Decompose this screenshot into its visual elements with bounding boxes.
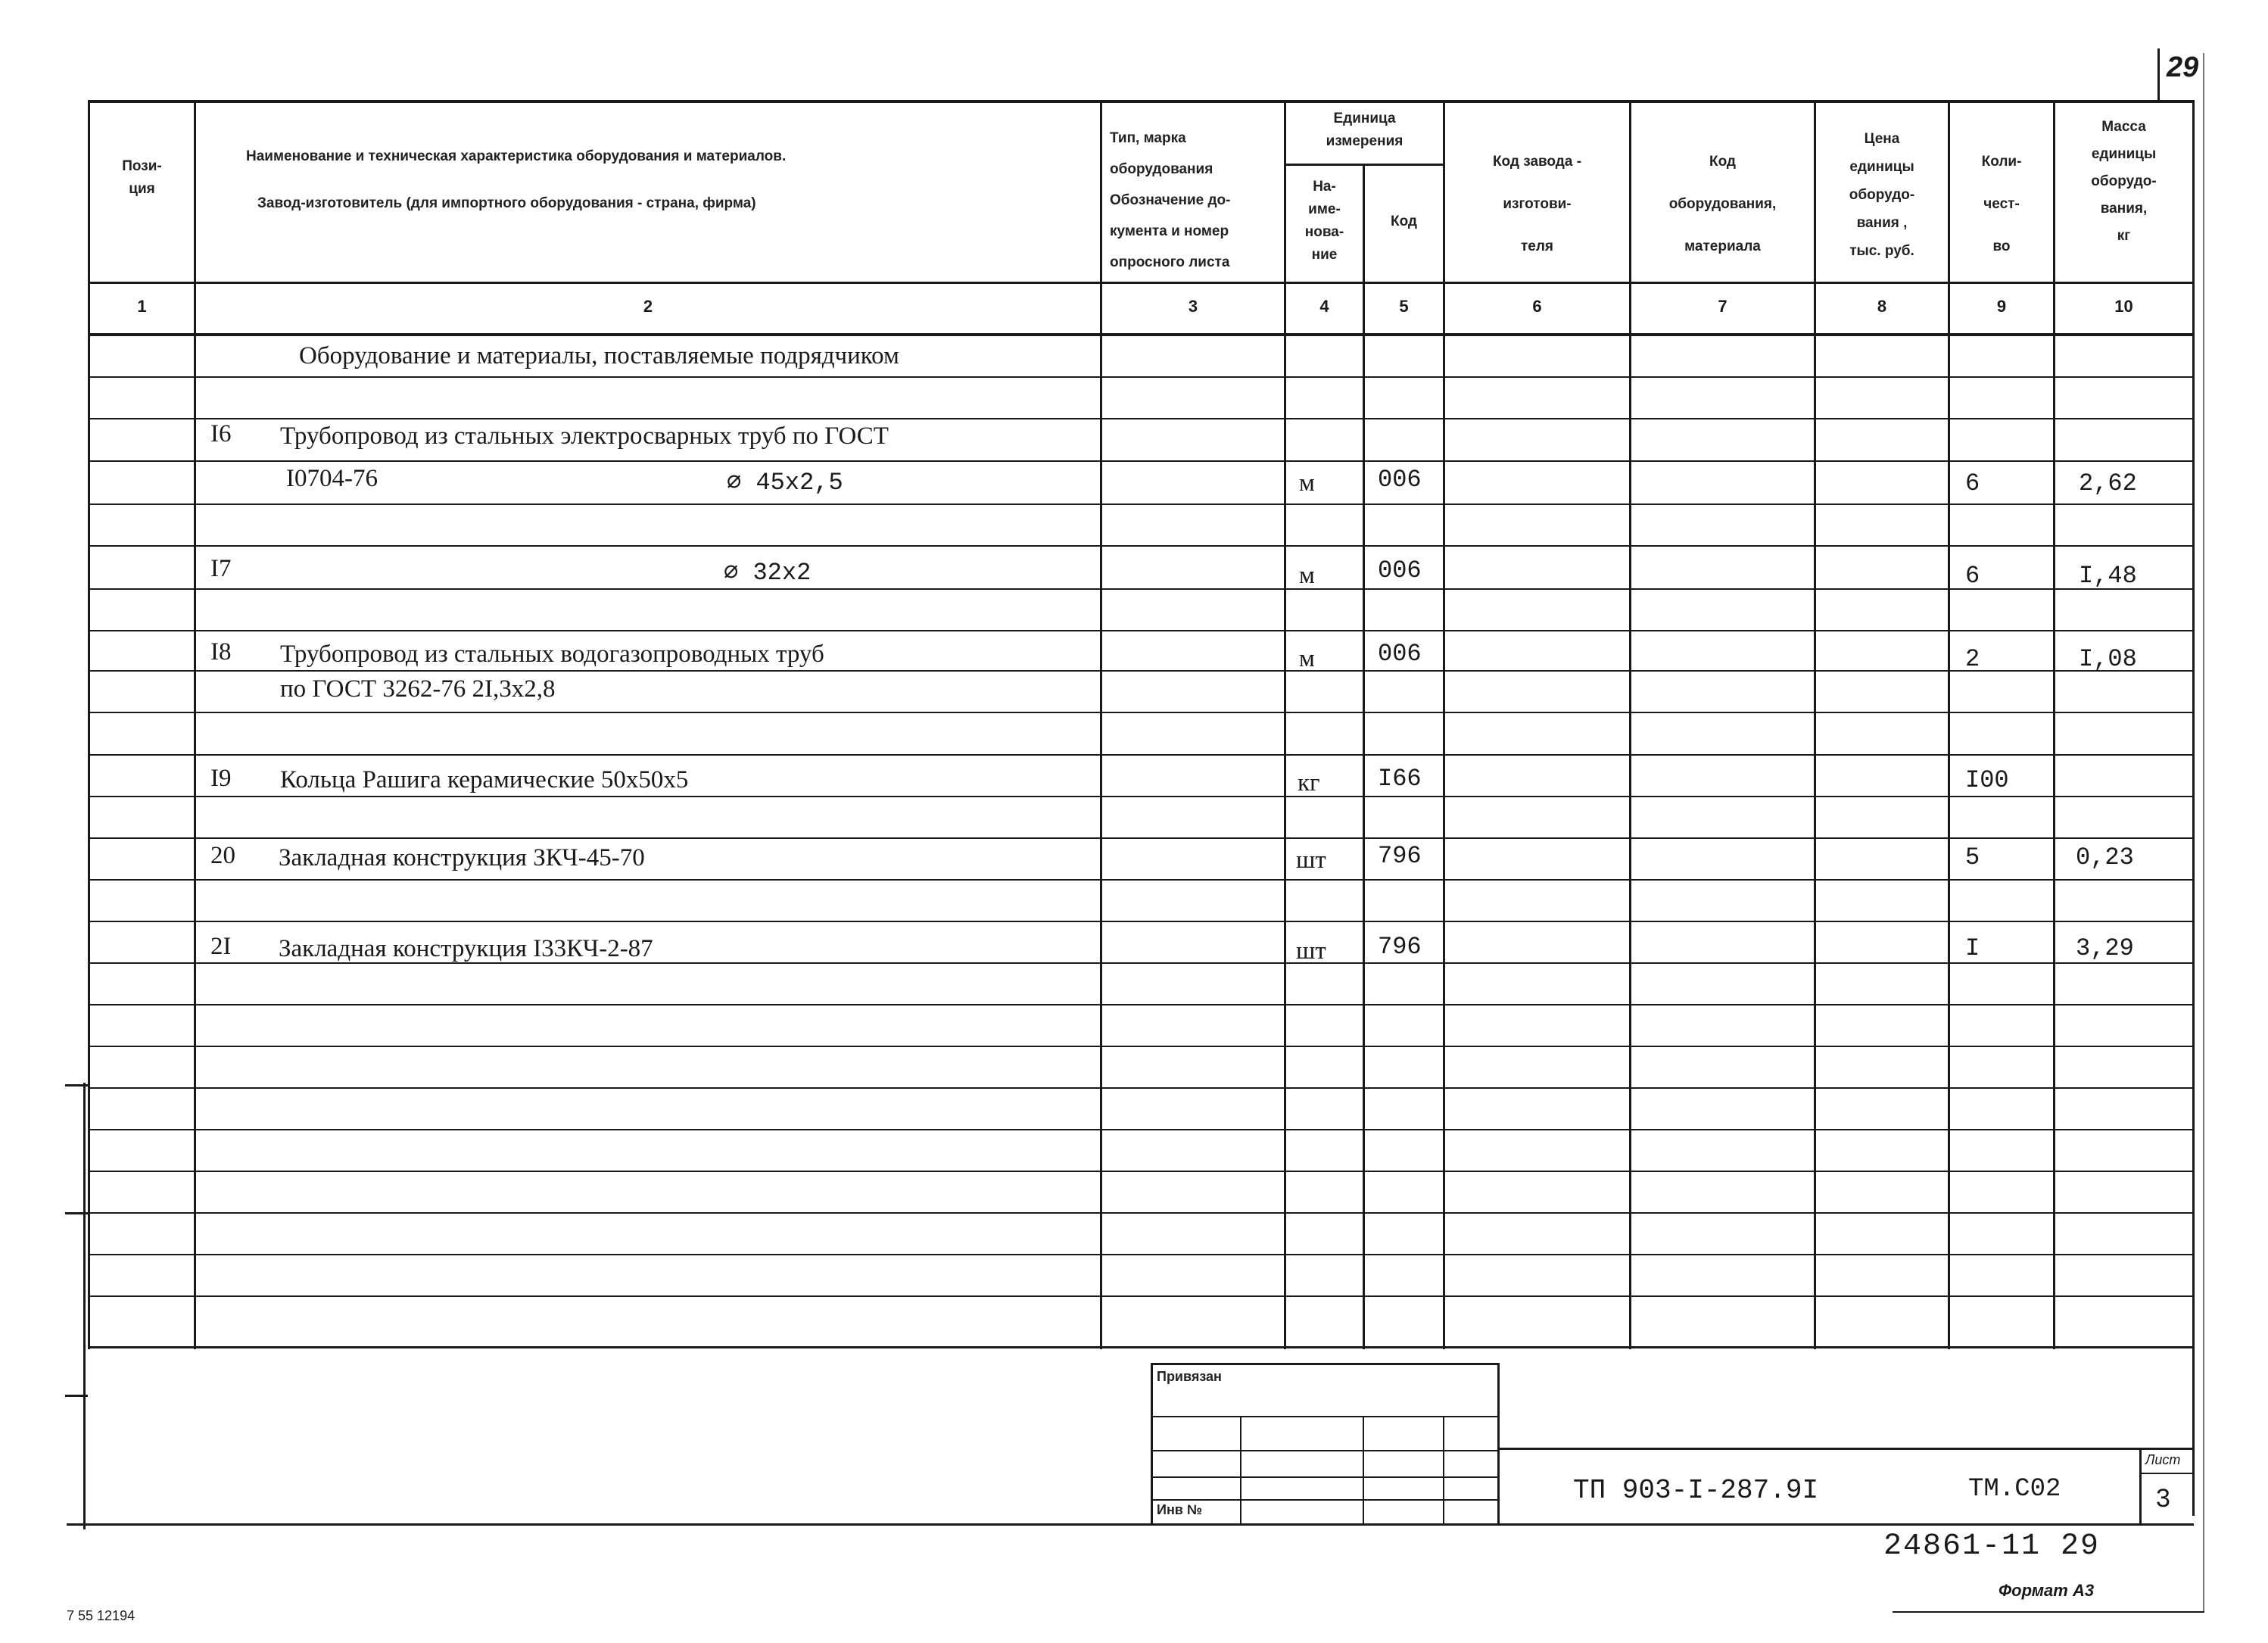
row-line [88,1087,2194,1089]
row-line [88,376,2194,378]
stamp-inv-label: Инв № [1157,1502,1202,1517]
stamp-frame [1151,1363,1499,1365]
row-line [88,796,2194,797]
row-unit: кг [1298,769,1320,797]
column-number-4: 4 [1319,297,1329,316]
table-right-border [2192,100,2195,1516]
stamp-line [1497,1363,1500,1523]
row-unit: шт [1296,846,1326,874]
margin-tick [65,1084,88,1086]
row-line [88,754,2194,756]
col-divider-9 [2053,100,2055,1349]
header-unit-name: На- име- нова- ние [1304,179,1344,263]
row-unit-code: 796 [1378,842,1422,870]
archive-number: 24861-11 29 [1883,1529,2101,1564]
row-quantity: I00 [1965,766,2009,794]
frame-outer-right [2203,53,2204,1613]
row-quantity: 2 [1965,645,1980,673]
row-line [88,1129,2194,1130]
row-dimension: ⌀ 32x2 [724,559,812,587]
row-position: I9 [210,765,232,792]
header-name-line2: Завод-изготовитель (для импортного оборудования - страна, фирма) [257,195,756,211]
header-type: Тип, марка оборудования Обозначение до- кумента и номер опросного листа [1110,130,1231,270]
header-quantity: Коли- чест- во [1981,154,2022,254]
frame-outer-bottom [1893,1611,2204,1613]
row-name: I0704-76 [286,465,378,492]
row-line [88,879,2194,881]
row-line [88,1254,2194,1255]
col-divider-5 [1443,100,1445,1349]
column-number-row-border [88,333,2194,336]
stamp-privyazan-label: Привязан [1157,1369,1222,1384]
sheet-number: 3 [2156,1484,2170,1513]
column-number-1: 1 [137,297,147,316]
row-line [88,418,2194,419]
row-quantity: 6 [1965,562,1980,590]
header-price: Цена единицы оборудо- вания , тыс. руб. [1849,131,1915,259]
corner-code: 7 55 12194 [67,1608,136,1623]
row-mass: 2,62 [2079,469,2137,497]
margin-tick [65,1212,88,1214]
row-unit-code: 006 [1378,556,1422,585]
row-position: 20 [210,842,235,869]
row-name: Кольца Рашига керамические 50x50x5 [280,766,689,793]
margin-tick [65,1395,88,1397]
stamp-line [1151,1476,1499,1478]
row-mass: 3,29 [2076,934,2134,962]
unit-subheader-line [1284,164,1443,166]
col-divider-6 [1629,100,1631,1349]
row-unit-code: 006 [1378,640,1422,668]
sheet-label: Лист [2145,1452,2181,1467]
row-name: Закладная конструкция I33КЧ-2-87 [279,935,653,962]
stamp-line [1443,1416,1444,1523]
row-position: I8 [210,638,232,666]
row-line [88,1171,2194,1172]
row-name: Трубопровод из стальных водогазопроводных труб [280,641,824,668]
sheet-cell-left [2139,1448,2142,1523]
row-line [88,504,2194,505]
header-factory-code: Код завода - изготови- теля [1492,154,1582,254]
row-line [88,1004,2194,1005]
row-unit: м [1299,645,1315,672]
row-name: Трубопровод из стальных электросварных труб по ГОСТ [280,422,889,450]
row-mass: I,08 [2079,645,2137,673]
stamp-line [1240,1416,1241,1523]
document-mark: ТМ.С02 [1968,1475,2061,1504]
sheet-cell-split [2139,1473,2194,1474]
row-line [88,1046,2194,1047]
column-number-7: 7 [1718,297,1727,316]
stamp-line [1151,1363,1153,1523]
page-number: 29 [2167,51,2199,83]
row-position: I6 [210,420,232,447]
header-name-line1: Наименование и техническая характеристика оборудования и материалов. [246,148,787,164]
row-quantity: I [1965,934,1980,962]
row-line [88,670,2194,672]
row-name: по ГОСТ 3262-76 2I,3x2,8 [280,675,556,703]
column-number-5: 5 [1399,297,1409,316]
row-quantity: 5 [1965,843,1980,871]
column-number-8: 8 [1877,297,1887,316]
row-unit-code: 796 [1378,933,1422,961]
header-position: Пози- ция [122,158,162,197]
column-number-2: 2 [643,297,653,316]
row-line [88,630,2194,631]
col-divider-3 [1284,100,1286,1349]
table-left-border [88,100,90,1349]
row-line [88,1295,2194,1297]
row-dimension: ⌀ 45x2,5 [727,469,843,497]
column-number-9: 9 [1996,297,2007,316]
row-line [88,837,2194,839]
table-bottom-border [88,1346,2194,1348]
header-bottom-border [88,282,2194,284]
col-divider-8 [1948,100,1950,1349]
row-mass: 0,23 [2076,843,2134,871]
row-line [88,712,2194,713]
frame-bottom-line [67,1523,2194,1526]
format-label: Формат А3 [1999,1581,2095,1600]
row-unit: шт [1296,937,1326,965]
row-position: 2I [210,933,232,960]
row-unit-code: I66 [1378,765,1422,793]
section-title: Оборудование и материалы, поставляемые подрядчиком [299,342,899,369]
stamp-line [1151,1499,1499,1501]
column-number-3: 3 [1188,297,1198,316]
row-line [88,921,2194,922]
document-code: ТП 903-I-287.9I [1573,1475,1819,1506]
row-mass: I,48 [2079,562,2137,590]
col-divider-2 [1100,100,1102,1349]
header-unit-code: Код [1390,214,1417,229]
stamp-line [1151,1416,1499,1417]
stamp-line [1363,1416,1364,1523]
col-divider-7 [1814,100,1816,1349]
row-name: Закладная конструкция ЗКЧ-45-70 [279,844,645,871]
row-unit-code: 006 [1378,466,1422,494]
row-line [88,460,2194,462]
header-mass: Масса единицы оборудо- вания, кг [2091,119,2157,244]
col-divider-1 [194,100,196,1349]
stamp-line [1151,1450,1499,1451]
page-number-box-left [2157,48,2160,100]
header-unit-group: Единица измерения [1326,111,1403,149]
column-number-6: 6 [1532,297,1542,316]
title-block-top [1497,1448,2194,1450]
row-unit: м [1299,469,1315,497]
row-line [88,588,2194,590]
row-position: I7 [210,555,232,582]
table-top-border [88,100,2194,103]
row-unit: м [1299,562,1315,589]
header-equipment-code: Код оборудования, материала [1668,154,1777,254]
frame-left-line [83,1083,86,1529]
row-quantity: 6 [1965,469,1980,497]
column-number-10: 10 [2114,297,2133,316]
row-line [88,545,2194,547]
row-line [88,1212,2194,1214]
